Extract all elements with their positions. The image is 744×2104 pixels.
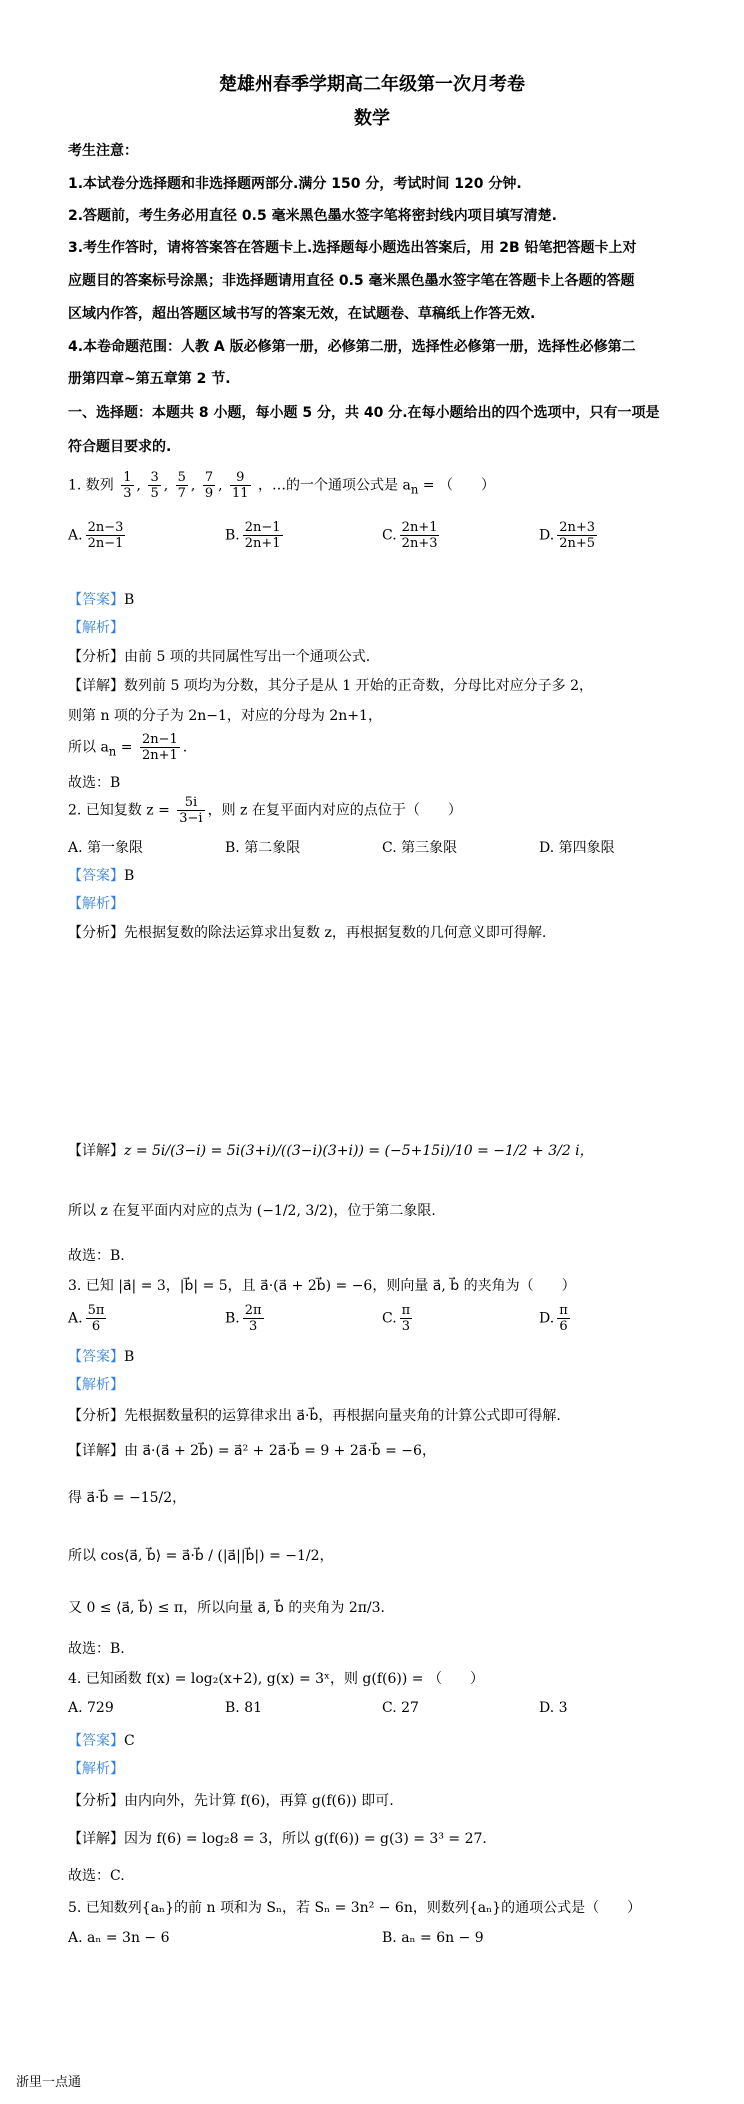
seq-term: $\frac{9}{11}$	[232, 470, 249, 501]
q1-option-d: D. $\frac{2n+3}{2n+5}$	[539, 520, 595, 551]
seq-term: $\frac{5}{7}$	[177, 470, 186, 501]
q1-option-b: B. $\frac{2n-1}{2n+1}$	[225, 520, 281, 551]
q3-conclusion: 故选：B.	[68, 1641, 125, 1657]
q2-explain-tag: 【解析】	[68, 896, 124, 912]
question-1-stem: 1. 数列 $\frac{1}{3}$ , $\frac{3}{5}$ , $\frac{5}{7}$ , $\frac{7}{9}$ , $\frac{9}{11}$ ，…的一个通项公式是 $a_n$ = （ ）	[68, 470, 495, 501]
q1-analysis: 【分析】由前 5 项的共同属性写出一个通项公式.	[68, 649, 371, 665]
q4-answer: 【答案】C	[68, 1733, 135, 1749]
q1-detail-2: 则第 n 项的分子为 2n−1，对应的分母为 2n+1，	[68, 708, 382, 724]
q3-detail-4: 又 0 ≤ ⟨a⃗, b⃗⟩ ≤ π，所以向量 a⃗, b⃗ 的夹角为 2π/3.	[68, 1600, 386, 1616]
q3-detail-1: 【详解】由 a⃗·(a⃗ + 2b⃗) = a⃗² + 2a⃗·b⃗ = 9 + 2a⃗·b⃗ = −6，	[68, 1443, 436, 1459]
notice-item-4: 4.本卷命题范围：人教 A 版必修第一册，必修第二册，选择性必修第一册，选择性必修第二	[68, 339, 636, 355]
q3-option-d: D. $\frac{\pi}{6}$	[539, 1303, 568, 1334]
q3-detail-2: 得 a⃗·b⃗ = −15/2，	[68, 1490, 187, 1506]
seq-term: $\frac{7}{9}$	[204, 470, 214, 501]
q3-option-b: B. $\frac{2\pi}{3}$	[225, 1303, 262, 1334]
exam-subject: 数学	[354, 108, 390, 129]
notice-item-1: 1.本试卷分选择题和非选择题两部分.满分 150 分，考试时间 120 分钟.	[68, 176, 522, 192]
q5-option-b: B. aₙ = 6n − 9	[382, 1930, 484, 1946]
q2-detail-1: 【详解】z = 5i/(3−i) = 5i(3+i)/((3−i)(3+i)) = (−5+15i)/10 = −1/2 + 3/2 i，	[68, 1143, 594, 1159]
q4-explain-tag: 【解析】	[68, 1761, 124, 1777]
question-2-stem: 2. 已知复数 z = $\frac{5i}{3-i}$ ，则 z 在复平面内对应的点位于（ ）	[68, 795, 462, 826]
q5-option-a: A. aₙ = 3n − 6	[68, 1930, 170, 1946]
q3-detail-3: 所以 cos⟨a⃗, b⃗⟩ = a⃗·b⃗ / (|a⃗||b⃗|) = −1/2，	[68, 1548, 334, 1564]
q2-detail-2: 所以 z 在复平面内对应的点为 (−1/2, 3/2)，位于第二象限.	[68, 1203, 436, 1219]
q2-option-b: B. 第二象限	[225, 840, 301, 856]
notice-item-2: 2.答题前，考生务必用直径 0.5 毫米黑色墨水签字笔将密封线内项目填写清楚.	[68, 208, 557, 224]
q2-option-c: C. 第三象限	[382, 840, 458, 856]
notice-item-4b: 册第四章~第五章第 2 节.	[68, 371, 231, 387]
q1-explain-tag: 【解析】	[68, 620, 124, 636]
q2-option-d: D. 第四象限	[539, 840, 615, 856]
section-heading: 一、选择题：本题共 8 小题，每小题 5 分，共 40 分.在每小题给出的四个选项中，只有一项是	[68, 405, 660, 421]
q3-answer: 【答案】B	[68, 1349, 135, 1365]
q3-analysis: 【分析】先根据数量积的运算律求出 a⃗·b⃗，再根据向量夹角的计算公式即可得解.	[68, 1408, 561, 1424]
exam-title: 楚雄州春季学期高二年级第一次月考卷	[219, 74, 525, 95]
q4-option-d: D. 3	[539, 1700, 568, 1716]
q4-conclusion: 故选：C.	[68, 1868, 125, 1884]
notice-heading: 考生注意：	[68, 143, 138, 159]
q1-answer: 【答案】B	[68, 592, 135, 608]
q3-explain-tag: 【解析】	[68, 1377, 124, 1393]
q3-option-c: C. $\frac{\pi}{3}$	[382, 1303, 411, 1334]
question-5-stem: 5. 已知数列{aₙ}的前 n 项和为 Sₙ，若 Sₙ = 3n² − 6n，则数列{aₙ}的通项公式是（ ）	[68, 1900, 642, 1916]
q4-option-c: C. 27	[382, 1700, 419, 1716]
q2-answer: 【答案】B	[68, 868, 135, 884]
q3-option-a: A. $\frac{5\pi}{6}$	[68, 1303, 105, 1334]
section-heading-cont: 符合题目要求的.	[68, 439, 172, 455]
q2-analysis: 【分析】先根据复数的除法运算求出复数 z，再根据复数的几何意义即可得解.	[68, 925, 547, 941]
seq-term: $\frac{1}{3}$	[123, 470, 132, 501]
q1-conclusion: 故选：B	[68, 775, 121, 791]
q4-option-b: B. 81	[225, 1700, 263, 1716]
q1-detail-1: 【详解】数列前 5 项均为分数，其分子是从 1 开始的正奇数，分母比对应分子多 2，	[68, 678, 593, 694]
question-4-stem: 4. 已知函数 f(x) = log₂(x+2), g(x) = 3ˣ，则 g(f(6)) = （ ）	[68, 1671, 484, 1687]
q1-detail-3: 所以 $a_n$ = $\frac{2n-1}{2n+1}$ .	[68, 732, 188, 763]
notice-item-3: 3.考生作答时，请将答案答在答题卡上.选择题每小题选出答案后，用 2B 铅笔把答题卡上对	[68, 240, 637, 256]
question-3-stem: 3. 已知 |a⃗| = 3，|b⃗| = 5，且 a⃗·(a⃗ + 2b⃗) = −6，则向量 a⃗, b⃗ 的夹角为（ ）	[68, 1278, 576, 1294]
q4-detail: 【详解】因为 f(6) = log₂8 = 3，所以 g(f(6)) = g(3) = 3³ = 27.	[68, 1831, 487, 1847]
q1-option-a: A. $\frac{2n-3}{2n-1}$	[68, 520, 124, 551]
q4-option-a: A. 729	[68, 1700, 114, 1716]
q2-conclusion: 故选：B.	[68, 1248, 125, 1264]
footer-watermark: 浙里一点通	[16, 2075, 82, 2090]
q2-option-a: A. 第一象限	[68, 840, 144, 856]
seq-term: $\frac{3}{5}$	[150, 470, 159, 501]
notice-item-3b: 应题目的答案标号涂黑；非选择题请用直径 0.5 毫米黑色墨水签字笔在答题卡上各题的答题	[68, 273, 635, 289]
q1-option-c: C. $\frac{2n+1}{2n+3}$	[382, 520, 438, 551]
q4-analysis: 【分析】由内向外，先计算 f(6)，再算 g(f(6)) 即可.	[68, 1793, 394, 1809]
notice-item-3c: 区域内作答，超出答题区域书写的答案无效，在试题卷、草稿纸上作答无效.	[68, 306, 536, 322]
